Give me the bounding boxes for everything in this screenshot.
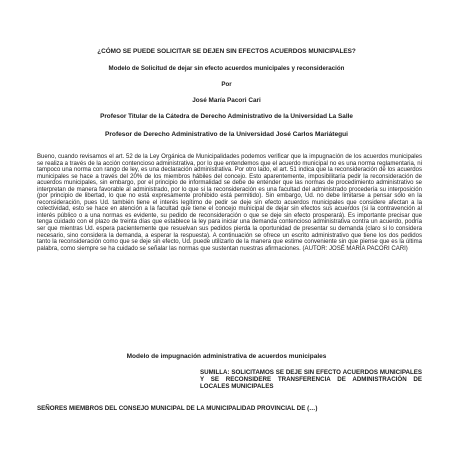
document-subtitle: Modelo de Solicitud de dejar sin efecto acuerdos municipales y reconsideración	[108, 65, 345, 72]
addressee-heading: SEÑORES MIEMBROS DEL CONSEJO MUNICIPAL DE LA MUNICIPALIDAD PROVINCIAL DE (…)	[37, 405, 318, 412]
author-affiliation-1: Profesor Titular de la Cátedra de Derecho Administrativo de la Universidad La Salle	[100, 113, 353, 120]
byline-label: Por	[221, 81, 232, 88]
sumilla-block: SUMILLA: SOLICITAMOS SE DEJE SIN EFECTO ACUERDOS MUNICIPALES Y SE RECONSIDERE TRANSFERENCIA DE ADMINISTRACIÓN DE LOCALES MUNICIPALES	[200, 369, 422, 390]
model-heading: Modelo de impugnación administrativa de acuerdos municipales	[126, 353, 327, 360]
document-title: ¿CÓMO SE PUEDE SOLICITAR SE DEJEN SIN EFECTOS ACUERDOS MUNICIPALES?	[97, 48, 356, 55]
author-affiliation-2: Profesor de Derecho Administrativo de la Universidad José Carlos Mariátegui	[104, 131, 349, 138]
author-name: José María Pacori Cari	[192, 97, 261, 104]
body-paragraph: Bueno, cuando revisamos el art. 52 de la Ley Orgánica de Municipalidades podemos verificar que la impugnación de los acuerdos municipales se realiza a través de la acción contencioso administrativa, por lo que entendemos que el acuerdo municipal no es una norma reglamentaria, ni tampoco una norma con rango de ley, es una declaración administrativa. Por otro lado, el art. 51 indica que la reconsideración de los acuerdos municipales se hace a través del 20% de los miembros hábiles del concejo. Esto aparentemente, imposibilitaría pedir la reconsideración de acuerdos municipales, sin embargo, por el principio de informalidad se debe de entender que las normas de procedimiento administrativo se interpretan de manera favorable al administrado, por lo que si la reconsideración es una facultad del administrado procedería su interposición (por principio de libertad, lo que no está expresamente prohibido está permitido). Sin embargo, Ud. no debe limitarse a pensar sólo en la reconsideración, pues Ud. también tiene el interés legítimo de pedir se deje sin efecto acuerdos municipales que considere afectan a la colectividad, esto se hace en atención a la facultad que tiene el concejo municipal de dejar sin efectos sus acuerdos (si la contravención al interés público o a una normas es evidente, su pedido de reconsideración o que se deje sin efecto prosperará). Es importante precisar que tenga cuidado con el plazo de treinta días que establece la ley para iniciar una demanda contencioso administrativa contra un acuerdo, podría ser que mientras Ud. espera pacientemente que resuelvan sus pedidos pierda la oportunidad de presentar su demanda (claro si lo considera necesario, sino considera la demanda, a esperar la respuesta). A continuación se ofrece un escrito administrativo que tiene los dos pedidos tanto la reconsideración como que se deje sin efecto, Ud. puede utilizarlo de la manera que estime conveniente sin que piense que es la última palabra, como siempre se ha cuidado se señalar las normas que sustentan nuestras afirmaciones. (AUTOR: JOSÉ MARÍA PACORI CARI)	[37, 154, 422, 252]
